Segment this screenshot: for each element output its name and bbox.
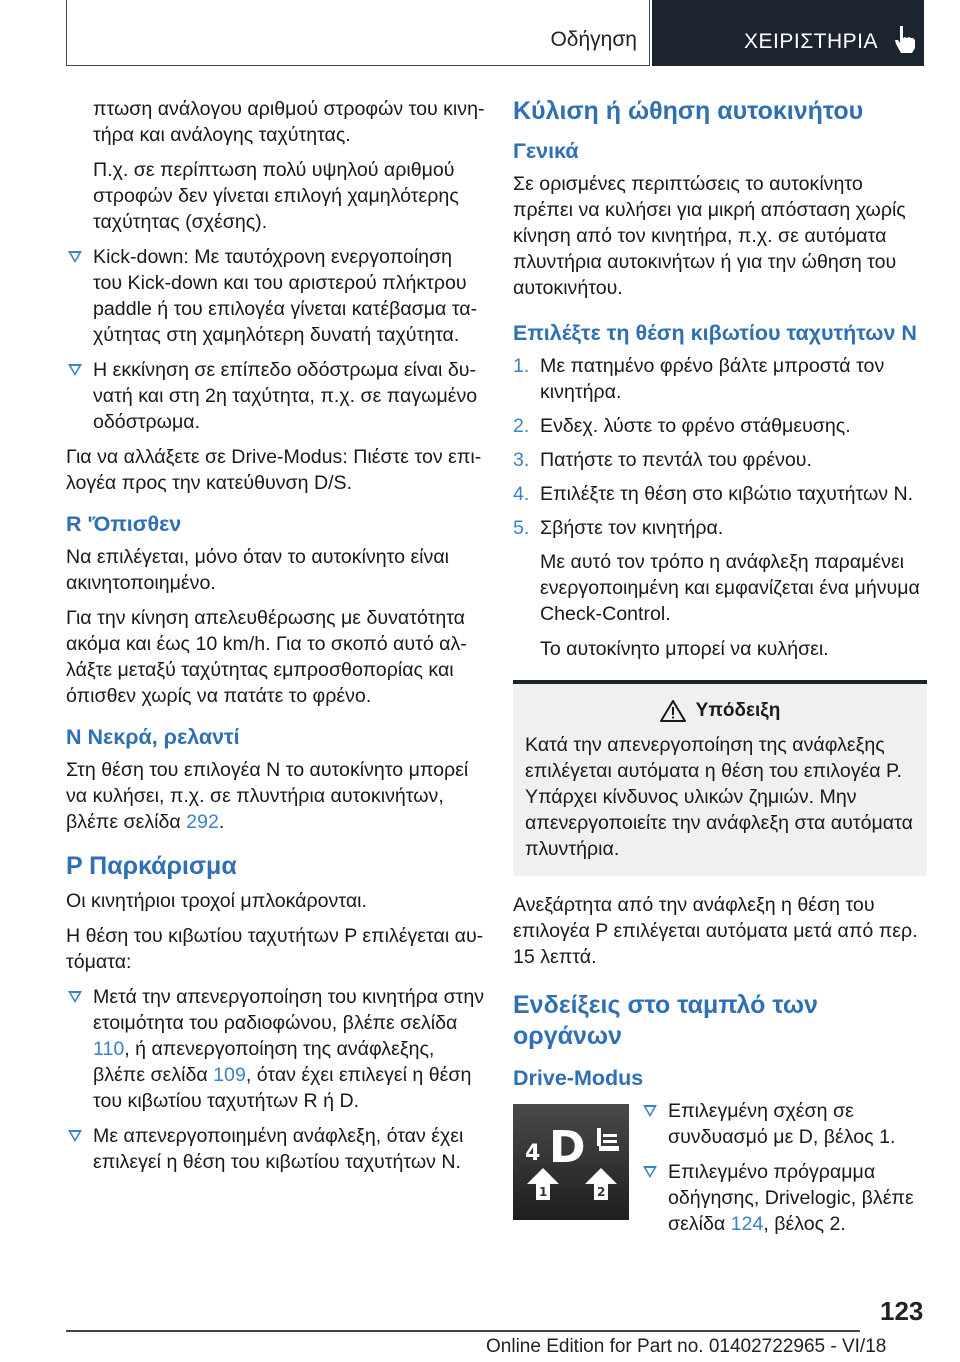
numbered-list [513, 353, 927, 541]
header-manual-box [652, 0, 924, 66]
left-column [66, 96, 486, 1184]
list-item: 4. Επιλέξτε τη θέση στο κιβώτιο ταχυτήτων N. [513, 483, 914, 505]
page-number: 123 [880, 1296, 924, 1326]
heading-general: Γενικά [513, 139, 579, 163]
gear-number: 4 [525, 1141, 541, 1166]
paragraph: πτωση ανάλογου αριθμού στροφών του κινητήρα και ανάλογης ταχύτητας. [93, 98, 485, 146]
paragraph: Π.χ. σε περίπτωση πολύ υψηλού αριθμού στροφών δεν γίνεται επιλογή χαμηλότερης ταχύτητας (σχέσης). [93, 159, 459, 233]
bullet-triangle-icon [68, 991, 82, 1003]
heading-rolling: Κύλιση ή ώθηση αυτοκινήτου [513, 97, 864, 125]
instrument-display-image [513, 1104, 629, 1220]
paragraph: Με αυτό τον τρόπο η ανάφλεξη παραμένει ενεργοποιημένη και εμφανίζεται ένα μήνυμα Check-Control. [540, 551, 920, 625]
hand-pointer-icon [892, 24, 918, 54]
paragraph: Η θέση του κιβωτίου ταχυτήτων P επιλέγεται αυτόματα: [66, 925, 484, 973]
paragraph: Σε ορισμένες περιπτώσεις το αυτοκίνητο πρέπει να κυλήσει για μικρή απόσταση χωρίς κίνηση από τον κινητήρα, π.χ. σε αυτόματα πλυντήρια αυτοκινήτων ή για την ώθηση του αυτοκινήτου. [513, 173, 906, 299]
heading-select-neutral: Επιλέξτε τη θέση κιβωτίου ταχυτήτων N [513, 321, 917, 345]
arrow-label: 1 [539, 1185, 548, 1199]
paragraph: Το αυτοκίνητο μπορεί να κυλήσει. [540, 638, 829, 660]
drive-mode-list [641, 1098, 927, 1246]
list-item: 1. Με πατημένο φρένο βάλτε μπροστά τον κινητήρα. [513, 355, 885, 403]
notice-header [525, 698, 915, 724]
paragraph: Να επιλέγεται, μόνο όταν το αυτοκίνητο είναι ακινητοποιημένο. [66, 546, 450, 594]
heading-indicators: Ενδείξεις στο ταμπλό των οργάνων [513, 991, 818, 1050]
bullet-triangle-icon [643, 1105, 657, 1117]
list-item: Με απενεργοποιημένη ανάφλεξη, όταν έχει επιλεγεί η θέση του κιβωτίου ταχυτήτων N. [66, 1123, 486, 1175]
bullet-triangle-icon [643, 1166, 657, 1178]
bullet-triangle-icon [68, 364, 82, 376]
paragraph: Για να αλλάξετε σε Drive-Modus: Πιέστε τον επιλογέα προς την κατεύθυνση D/S. [66, 446, 482, 494]
warning-triangle-icon [660, 700, 686, 722]
page-link[interactable]: 124 [730, 1213, 764, 1235]
heading-park: P Παρκάρισμα [66, 852, 237, 880]
page-link[interactable]: 109 [213, 1064, 246, 1086]
arrow-label: 2 [597, 1185, 606, 1199]
list-item: 5. Σβήστε τον κινητήρα. [513, 517, 724, 539]
list-item: Kick-down: Με ταυτόχρονη ενεργοποίηση του Kick-down και του αριστερού πλήκτρου paddle ή του επιλογέα γίνεται κατέβασμα ταχύτητας στη χαμηλότερη δυνατή ταχύτητα. [66, 244, 486, 348]
paragraph: Στη θέση του επιλογέα N το αυτοκίνητο μπορεί να κυλήσει, π.χ. σε πλυντήρια αυτοκινήτων, βλέπε σελίδα 292. [66, 759, 469, 833]
page-link[interactable]: 292 [186, 811, 219, 833]
bullet-triangle-icon [68, 1130, 82, 1142]
heading-drive-mode: Drive-Modus [513, 1066, 644, 1090]
page-link[interactable]: 110 [93, 1038, 125, 1060]
list-item: 2. Ενδεχ. λύστε το φρένο στάθμευσης. [513, 415, 851, 437]
paragraph: Ανεξάρτητα από την ανάφλεξη η θέση του επιλογέα P επιλέγεται αυτόματα μετά από περ. 15 λεπτά. [513, 894, 918, 968]
list-item: Επιλεγμένη σχέση σε συνδυασμό με D, βέλος 1. [641, 1098, 927, 1150]
gear-letter: D [549, 1122, 586, 1173]
page-header [0, 0, 960, 66]
heading-reverse: R 'Όπισθεν [66, 512, 182, 536]
list-item: 3. Πατήστε το πεντάλ του φρένου. [513, 449, 812, 471]
bullet-triangle-icon [68, 251, 82, 263]
list-item: Η εκκίνηση σε επίπεδο οδόστρωμα είναι δυνατή και στη 2η ταχύτητα, π.χ. σε παγωμένο οδόστρωμα. [66, 357, 486, 435]
notice-title: Υπόδειξη [695, 700, 781, 721]
manual-section-label: ΧΕΙΡΙΣΤΗΡΙΑ [744, 30, 879, 53]
paragraph: Για την κίνηση απελευθέρωσης με δυνατότητα ακόμα και έως 10 km/h. Για το σκοπό αυτό αλλάξτε μεταξύ ταχύτητας εμπροσθοπορίας και όπισθεν χωρίς να πατάτε το φρένο. [66, 607, 467, 707]
list-item: Μετά την απενεργοποίηση του κινητήρα στην ετοιμότητα του ραδιοφώνου, βλέπε σελίδα 110, ή απενεργοποίηση της ανάφλεξης, βλέπε σελίδα 109, όταν έχει επιλεγεί η θέση του κιβωτίου ταχυτήτων R ή D. [66, 984, 486, 1114]
paragraph: Οι κινητήριοι τροχοί μπλοκάρονται. [66, 890, 367, 912]
notice-box [513, 680, 927, 876]
right-column [513, 96, 927, 1246]
header-section-box [66, 0, 650, 66]
section-title: Οδήγηση [550, 28, 637, 51]
edition-info: Online Edition for Part no. 01402722965 - VI/18 [486, 1336, 887, 1357]
list-item: Επιλεγμένο πρόγραμμα οδήγησης, Drivelogic, βλέπε σελίδα 124, βέλος 2. [641, 1159, 927, 1237]
heading-neutral: N Νεκρά, ρελαντί [66, 725, 240, 749]
footer-divider [66, 1330, 860, 1332]
notice-text: Κατά την απενεργοποίηση της ανάφλεξης επιλέγεται αυτόματα η θέση του επιλογέα P. Υπάρχει κίνδυνος υλικών ζημιών. Μην απενεργοποιείτε την ανάφλεξη στα αυτόματα πλυντήρια. [525, 734, 913, 860]
drive-mode-section [513, 1098, 927, 1246]
